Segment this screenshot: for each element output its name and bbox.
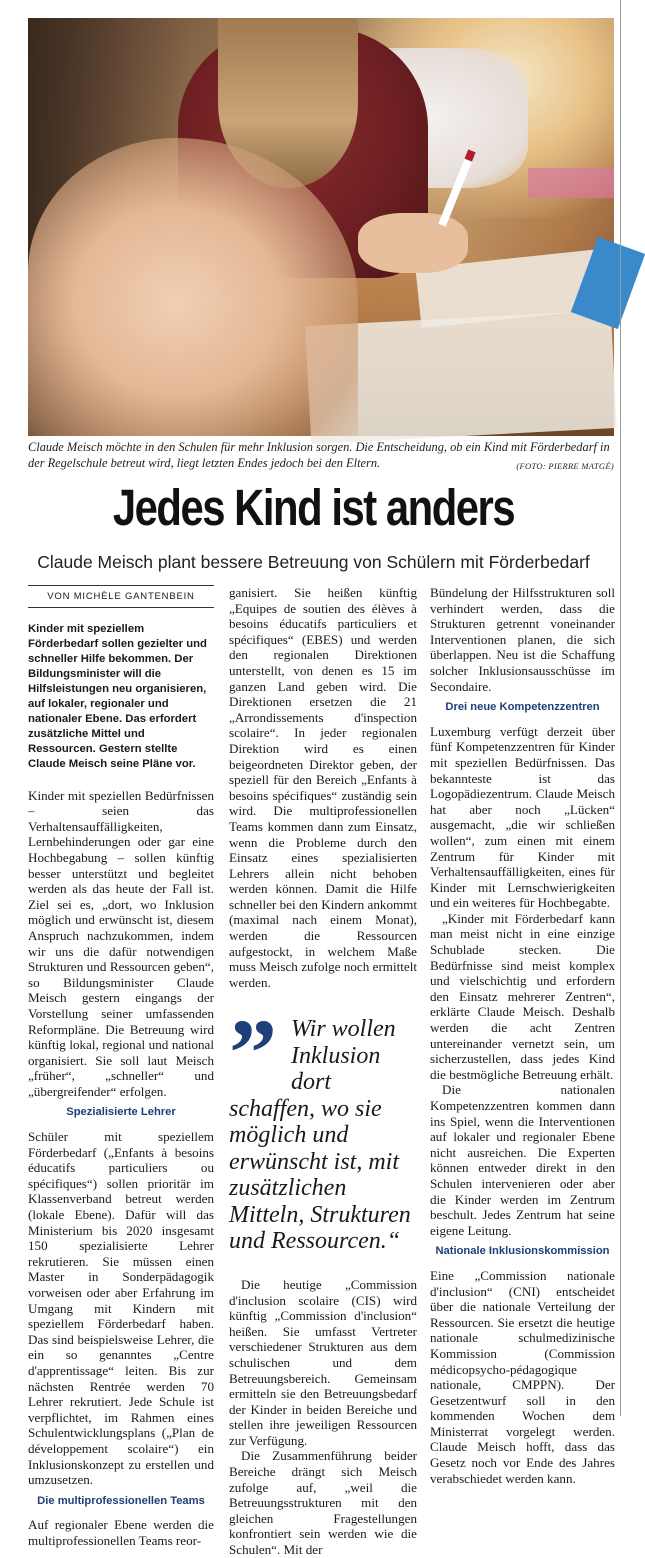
column-2 — [229, 585, 417, 1558]
column-1 — [28, 585, 214, 1549]
body-paragraph: Kinder mit speziellen Bedürfnissen – seien das Verhaltensauffälligkeiten, Lernbehinderungen oder gar eine Hochbegabung – sollen künftig besser unterstützt und begleitet werden als das heute der Fall ist. Ziel sei es, „dort, wo Inklusion möglich und erwünscht ist, diesem Anspruch nachzukommen, indem wir uns die dafür notwendigen Strukturen und Ressourcen geben“, so Bildungsminister Claude Meisch gestern eingangs der Vorstellung seiner umfassenden Reformpläne. Die Betreuung wird künftig lokal, regional und national organisiert. Sie soll laut Meisch „früher“, „schneller“ und „übergreifender“ erfolgen. — [28, 787, 214, 1099]
body-paragraph: ganisiert. Sie heißen künftig „Equipes de soutien des élèves à besoins éducatifs particuliers et spécifiques“ (EBES) und werden den regionalen Direktionen unterstellt, von denen es 15 im ganzen Land geben wird. Die Direktionen ersetzen die 21 „Arrondissements d'inspection scolaire“. In jeder regionalen Direktion wird es einen beigeordneten Direktor geben, der speziell für den Bereich „Enfants à besoins spécifiques“ zuständig sein wird. Die multiprofessionellen Teams kommen dann zum Einsatz, wenn die Probleme durch den Einsatz eines spezialisierten Lehrers allein nicht behoben werden können. Damit die Hilfe schneller bei den Kindern ankommt (maximal nach einem Monat), werden die Ressourcen aufgestockt, in welchem Maße muss Meisch zufolge noch ermittelt werden. — [229, 585, 417, 990]
body-paragraph: Luxemburg verfügt derzeit über fünf Kompetenzzentren für Kinder mit speziellen Bedürfnissen. Das bekannteste ist das Logopädiezentrum. Claude Meisch hat aber noch „Lücken“ ausgemacht, „die wir schließen wollen“, zum einen mit einem Zentrum für Kinder mit Verhaltensauffälligkeiten, eines für Kinder mit Lernschwierigkeiten und ein weiteres für Hochbegabte. — [430, 723, 615, 911]
section-heading: Die multiprofessionellen Teams — [37, 1494, 205, 1507]
body-paragraph: Die heutige „Commission d'inclusion scolaire (CIS) wird künftig „Commission d'inclusion“ heißen. Sie umfasst Vertreter verschiedener Strukturen aus dem schulischen und dem Betreuungsbereich. Gemeinsam ermitteln sie den Betreuungsbedarf der Kinder in beiden Bereiche und stellen ihre jeweiligen Ressourcen zur Verfügung. — [229, 1276, 417, 1448]
section-heading: Nationale Inklusionskommission — [435, 1245, 610, 1258]
section-heading: Spezialisierte Lehrer — [66, 1106, 176, 1119]
pull-quote-text: Wir wollen Inklusion dort schaffen, wo sie möglich und erwünscht ist, mit zusätzlichen Mitteln, Strukturen und Ressourcen.“ — [229, 1016, 411, 1255]
body-paragraph: Die Zusammenführung beider Bereiche drängt sich Meisch zufolge auf, „weil die Betreuungsstrukturen mit den gleichen Fragestellungen konfrontiert sein werden wie die Schulen“. Mit der — [229, 1448, 417, 1558]
lead-paragraph: Kinder mit speziellem Förderbedarf sollen gezielter und schneller Hilfe bekommen. Der Bildungsminister will die Hilfsleistungen neu organisieren, auf lokaler, regionaler und nationaler Ebene. Das erfordert zusätzliche Mittel und Ressourcen. Gestern stellte Claude Meisch seine Pläne vor. — [28, 622, 207, 770]
body-paragraph: Auf regionaler Ebene werden die multiprofessionellen Teams reor- — [28, 1517, 214, 1548]
byline: VON MICHÈLE GANTENBEIN — [28, 585, 214, 608]
column-3 — [430, 585, 615, 1486]
photo-caption — [28, 440, 614, 474]
body-paragraph: Bündelung der Hilfsstrukturen soll verhindert werden, dass die Strukturen getrennt voneinander Interventionen planen, die sich überlappen. Neu ist die Schaffung solcher Inklusionsausschüsse im Secondaire. — [430, 585, 615, 694]
pull-quote — [229, 999, 417, 1255]
quote-mark-icon: ” — [229, 999, 277, 1107]
caption-text: Claude Meisch möchte in den Schulen für mehr Inklusion sorgen. Die Entscheidung, ob ein Kind mit Förderbedarf in der Regelschule betreut wird, liegt letzten Endes jedoch bei den Eltern. — [28, 440, 610, 470]
classroom-photo — [28, 18, 614, 436]
section-heading: Drei neue Kompetenzzentren — [445, 701, 600, 714]
body-paragraph: Schüler mit speziellem Förderbedarf („Enfants à besoins éducatifs particuliers ou spécifiques“) sollen prioritär im Klassenverband betreut werden (lokale Ebene). Dafür will das Ministerium bis 2020 insgesamt 150 spezialisierte Lehrer rekrutieren. Sie müssen einen Master in Sonderpädagogik vorweisen oder aber Erfahrung im Umgang mit Kindern mit speziellem Förderbedarf haben. Das sind beispielsweise Lehrer, die ein so genanntes „Centre d'apprentissage“ leiten. Bis zur nächsten Rentrée werden 70 Lehrer rekrutiert. Jede Schule ist verpflichtet, im Rahmen eines Schulentwicklungsplans („Plan de développement scolaire“) ein Inklusionskonzept zu erstellen und umzusetzen. — [28, 1129, 214, 1488]
subheadline: Claude Meisch plant bessere Betreuung von Schülern mit Förderbedarf — [37, 552, 590, 572]
body-paragraph: Eine „Commission nationale d'inclusion“ (CNI) entscheidet über die nationale Verteilung der Ressourcen. Sie ersetzt die heutige nationale schulmedizinische Kommission (Commission médicopsycho-pédagogique nationale, CMPPN). Der Gesetzentwurf soll in den kommenden Wochen dem Ministerrat vorgelegt werden. Claude Meisch hofft, dass das Gesetz noch vor Ende des Jahres verabschiedet werden kann. — [430, 1267, 615, 1486]
photo-credit: (FOTO: PIERRE MATGÉ) — [516, 460, 614, 471]
headline: Jedes Kind ist anders — [112, 479, 515, 536]
page-edge-divider — [620, 0, 621, 1416]
body-paragraph: Die nationalen Kompetenzzentren kommen dann ins Spiel, wenn die Interventionen auf lokaler und regionaler Ebene nicht ausreichen. Die Experten können entweder direkt in den Schulen intervenieren oder aber die Kinder werden im Zentrum beschult. Jedes Zentrum hat seine eigene Leitung. — [430, 1082, 615, 1238]
body-paragraph: „Kinder mit Förderbedarf kann man meist nicht in eine einzige Schublade stecken. Die Bedürfnisse sind meist komplex und vielschichtig und erfordern den Einsatz mehrerer Zentren“, erklärte Claude Meisch. Deshalb werden die acht Zentren untereinander vernetzt sein, um sicherzustellen, dass jedes Kind die bestmögliche Betreuung erhält. — [430, 910, 615, 1082]
